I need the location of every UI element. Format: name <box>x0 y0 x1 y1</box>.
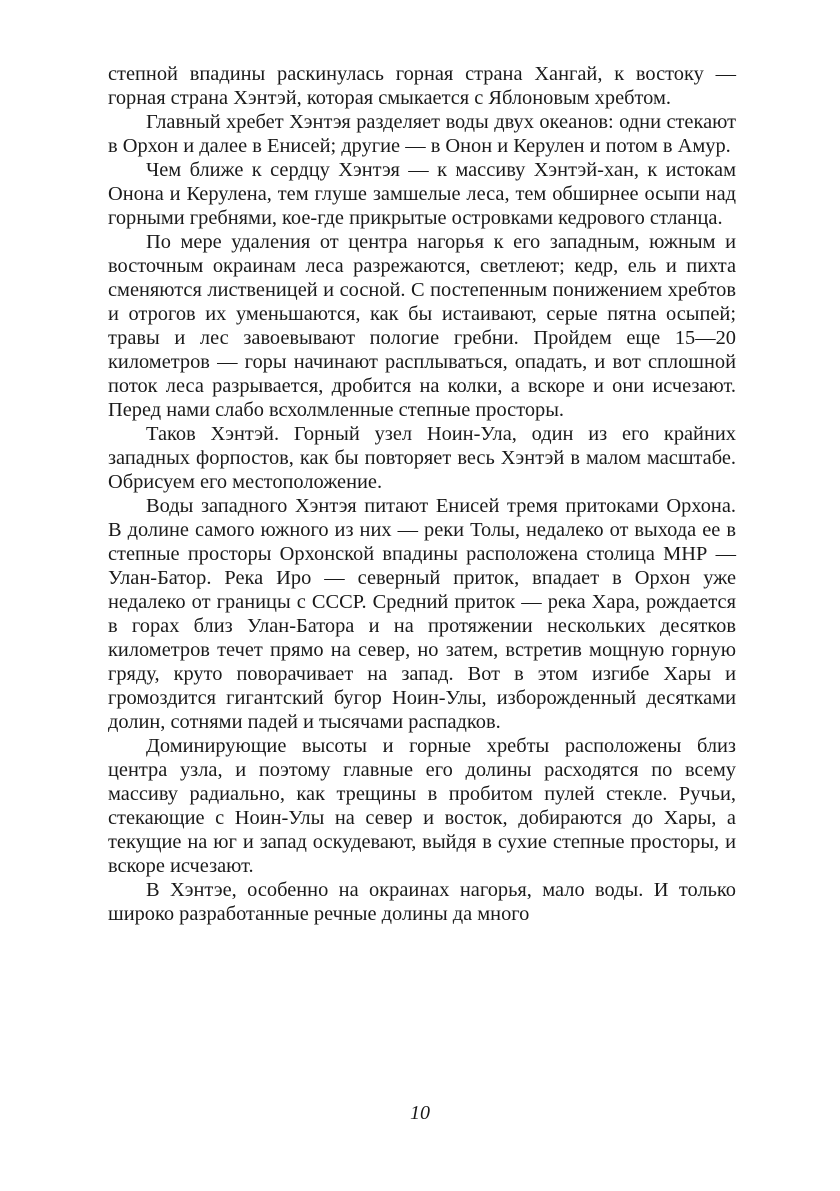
page-number: 10 <box>410 1102 430 1124</box>
paragraph-2: Главный хребет Хэнтэя разделяет воды двух океанов: одни стекают в Орхон и далее в Енисей; другие — в Онон и Керулен и потом в Амур. <box>108 111 736 157</box>
paragraph-1: степной впадины раскинулась горная страна Хангай, к востоку — горная страна Хэнтэй, которая смыкается с Яблоновым хребтом. <box>108 63 736 109</box>
page-body <box>108 62 736 1142</box>
paragraph-5: Таков Хэнтэй. Горный узел Ноин-Ула, один из его крайних западных форпостов, как бы повторяет весь Хэнтэй в малом масштабе. Обрисуем его местоположение. <box>108 423 736 493</box>
paragraph-8: В Хэнтэе, особенно на окраинах нагорья, мало воды. И только широко разработанные речные долины да много <box>108 879 736 925</box>
paragraph-7: Доминирующие высоты и горные хребты расположены близ центра узла, и поэтому главные его долины расходятся по всему массиву радиально, как трещины в пробитом пулей стекле. Ручьи, стекающие с Ноин-Улы на север и восток, добираются до Хары, а текущие на юг и запад оскудевают, выйдя в сухие степные просторы, и вскоре исчезают. <box>108 735 736 877</box>
paragraph-4: По мере удаления от центра нагорья к его западным, южным и восточным окраинам леса разрежаются, светлеют; кедр, ель и пихта сменяются лиственицей и сосной. С постепенным понижением хребтов и отрогов их уменьшаются, как бы истаивают, серые пятна осыпей; травы и лес завоевывают пологие гребни. Пройдем еще 15—20 километров — горы начинают расплываться, опадать, и вот сплошной поток леса разрывается, дробится на колки, а вскоре и они исчезают. Перед нами слабо всхолмленные степные просторы. <box>108 231 736 421</box>
body-text <box>108 62 736 926</box>
paragraph-3: Чем ближе к сердцу Хэнтэя — к массиву Хэнтэй-хан, к истокам Онона и Керулена, тем глуше замшелые леса, тем обширнее осыпи над горными гребнями, кое-где прикрытые островками кедрового стланца. <box>108 159 736 229</box>
paragraph-6: Воды западного Хэнтэя питают Енисей тремя притоками Орхона. В долине самого южного из них — реки Толы, недалеко от выхода ее в степные просторы Орхонской впадины расположена столица МНР — Улан-Батор. Река Иро — северный приток, впадает в Орхон уже недалеко от границы с СССР. Средний приток — река Хара, рождается в горах близ Улан-Батора и на протяжении нескольких десятков километров течет прямо на север, но затем, встретив мощную горную гряду, круто поворачивает на запад. Вот в этом изгибе Хары и громоздится гигантский бугор Ноин-Улы, изборожденный десятками долин, сотнями падей и тысячами распадков. <box>108 495 736 733</box>
